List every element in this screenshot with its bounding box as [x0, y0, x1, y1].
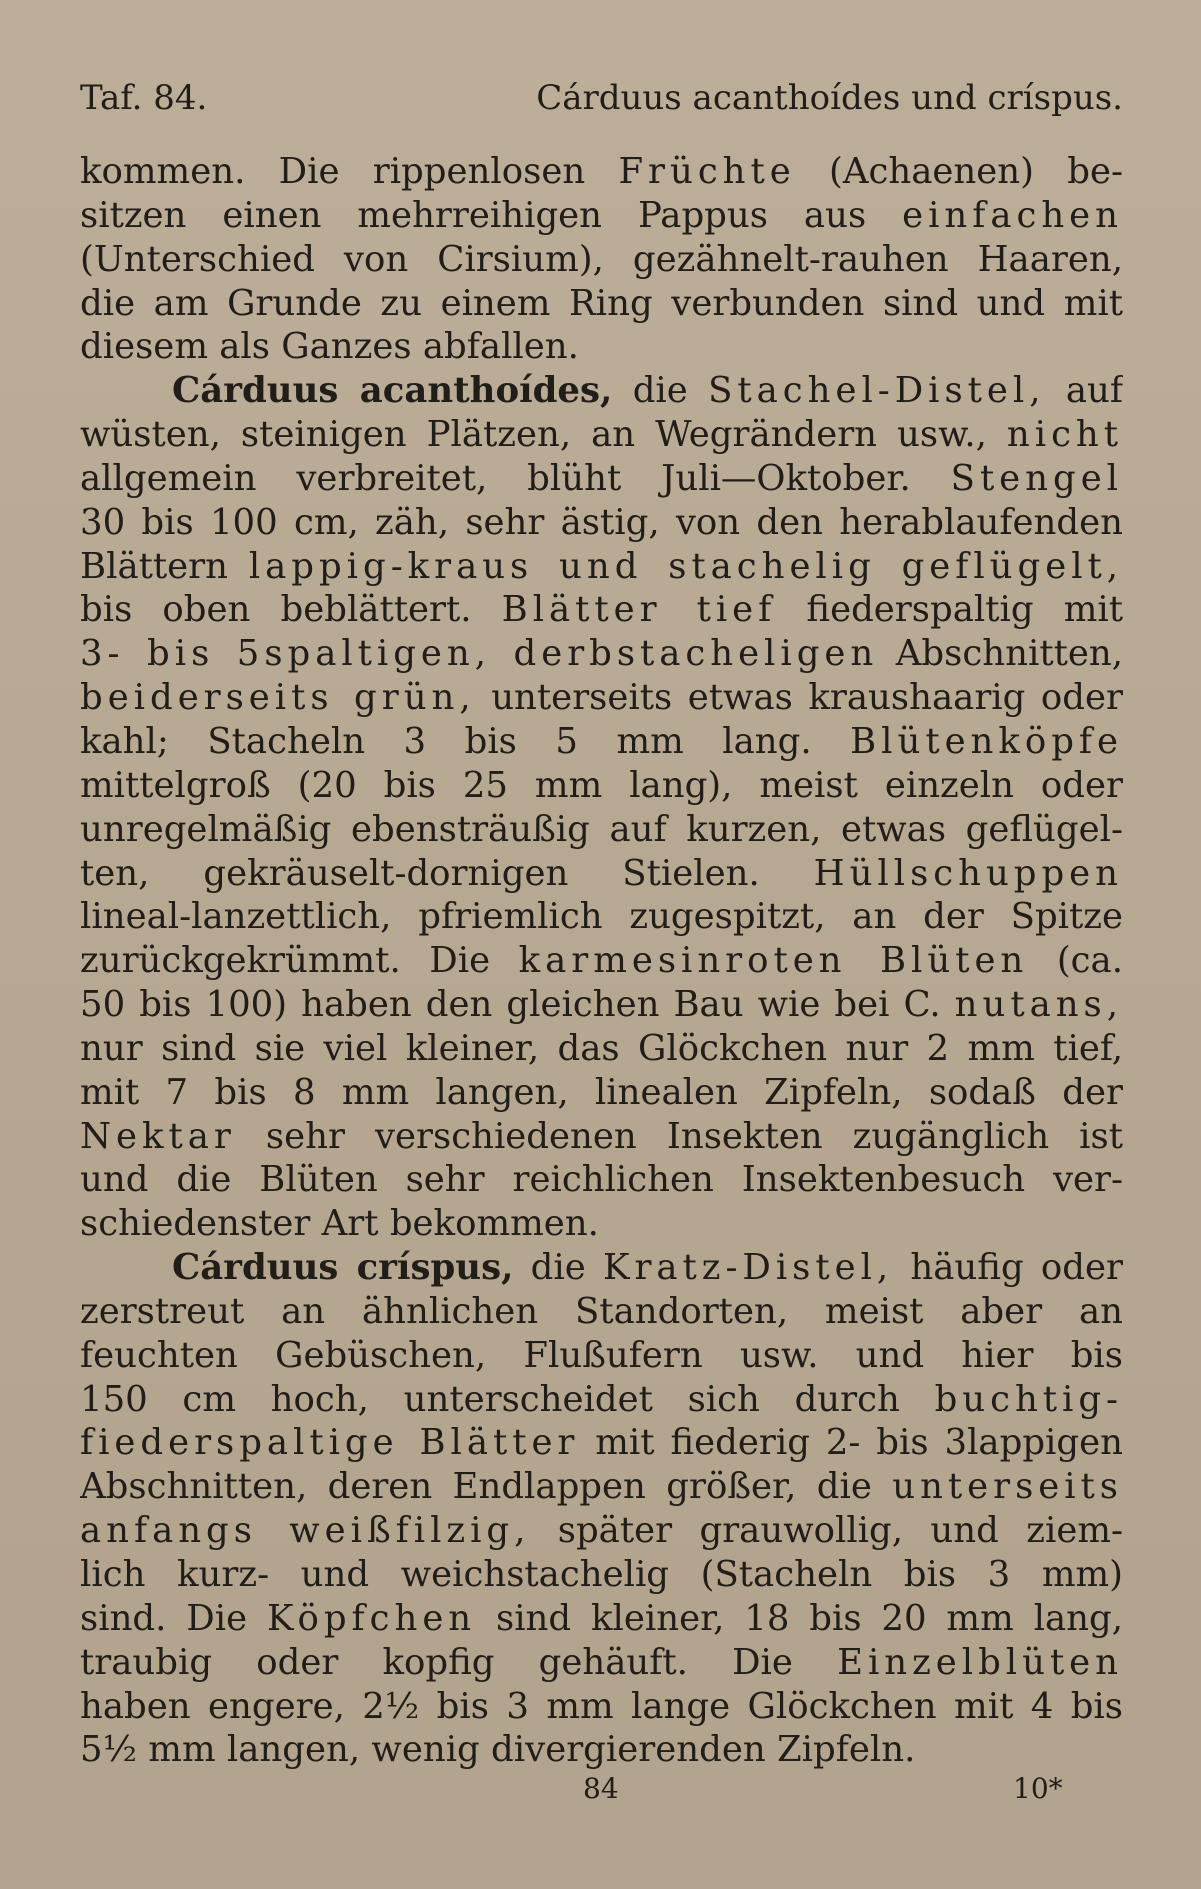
text-line — [80, 1465, 1123, 1509]
text-line — [80, 852, 1123, 896]
text-run: Abschnitten, — [878, 633, 1123, 675]
text-run: 5½ mm langen, wenig divergierenden Zipfeln. — [80, 1729, 916, 1771]
text-line — [80, 1509, 1123, 1553]
text-line — [80, 545, 1123, 589]
text-run: Abschnitten, deren Endlappen größer, die — [80, 1466, 893, 1508]
text-run: auf — [1045, 370, 1123, 412]
text-line — [80, 282, 1123, 326]
text-line — [80, 238, 1123, 282]
text-run: kahl; Stacheln 3 bis 5 mm lang. — [80, 720, 851, 762]
text-run: unterseits etwas kraushaarig oder — [475, 677, 1123, 719]
spaced-emphasis: Hüllschuppen — [813, 852, 1123, 894]
text-run: mit 7 bis 8 mm langen, linealen Zipfeln, sodaß der — [80, 1071, 1123, 1113]
text-line — [80, 1290, 1123, 1334]
text-run: mit fiederig 2- bis 3lappigen — [579, 1422, 1123, 1464]
text-run: und die Blüten sehr reichlichen Insektenbesuch ver- — [80, 1159, 1123, 1201]
body-text — [80, 150, 1123, 1772]
spaced-emphasis: fiederspaltige Blätter — [80, 1422, 580, 1464]
text-run: schiedenster Art bekommen. — [80, 1203, 599, 1245]
spaced-emphasis: buchtig- — [934, 1378, 1123, 1420]
text-run: 150 cm hoch, unterscheidet sich durch — [80, 1378, 935, 1420]
text-run: die am Grunde zu einem Ring verbunden sind und mit — [80, 282, 1123, 324]
text-run: wüsten, steinigen Plätzen, an Wegrändern usw., — [80, 414, 1007, 456]
text-line — [80, 983, 1123, 1027]
text-run: kommen. Die rippenlosen — [80, 151, 619, 192]
page-number: 84 — [583, 1772, 619, 1805]
text-line — [80, 895, 1123, 939]
text-line — [80, 1553, 1123, 1597]
text-run: mittelgroß (20 bis 25 mm lang), meist einzeln oder — [80, 764, 1123, 806]
text-run: lineal-lanzettlich, pfriemlich zugespitzt, an der Spitze — [80, 896, 1123, 938]
text-line — [80, 1071, 1123, 1115]
text-run: traubig oder kopfig gehäuft. Die — [80, 1641, 838, 1683]
spaced-emphasis: unterseits — [892, 1466, 1123, 1508]
spaced-emphasis: Blätter tief — [501, 589, 777, 631]
text-line — [80, 1027, 1123, 1071]
text-run: Blättern — [80, 545, 249, 587]
text-line — [80, 720, 1123, 764]
signature-mark: 10* — [1013, 1772, 1063, 1805]
spaced-emphasis: Stachel-Distel, — [708, 370, 1046, 412]
text-run: sehr verschiedenen Insekten zugänglich ist — [235, 1115, 1123, 1157]
text-run: nur sind sie viel kleiner, das Glöckchen nur 2 mm tief, — [80, 1027, 1123, 1069]
text-run: haben engere, 2½ bis 3 mm lange Glöckchen mit 4 bis — [80, 1685, 1123, 1727]
text-line — [80, 1202, 1123, 1246]
text-run: sind. Die — [80, 1597, 267, 1639]
spaced-emphasis: Kratz-Distel, — [602, 1247, 894, 1289]
text-line — [80, 1728, 1123, 1772]
plate-number: Taf. 84. — [80, 78, 208, 118]
text-run: zerstreut an ähnlichen Standorten, meist aber an — [80, 1290, 1123, 1332]
text-line — [80, 939, 1123, 983]
text-run: fiederspaltig mit — [776, 589, 1123, 631]
text-run: sind kleiner, 18 bis 20 mm lang, — [476, 1597, 1123, 1639]
text-line — [80, 1421, 1123, 1465]
text-run: sitzen einen mehrreihigen Pappus aus — [80, 194, 903, 236]
text-line — [80, 764, 1123, 808]
spaced-emphasis: Einzelblüten — [837, 1641, 1123, 1683]
running-header — [80, 78, 1123, 118]
text-line — [80, 369, 1123, 413]
spaced-emphasis: nutans, — [954, 984, 1123, 1026]
species-name: Cárduus acanthoídes, — [172, 370, 613, 412]
spaced-emphasis: Stengel — [950, 457, 1123, 499]
text-run: 50 bis 100) haben den gleichen Bau wie bei C. — [80, 984, 955, 1026]
text-run: diesem als Ganzes abfallen. — [80, 326, 579, 368]
text-run: (Achaenen) be- — [795, 151, 1123, 192]
text-line — [80, 1246, 1123, 1290]
text-run: zurückgekrümmt. Die — [80, 940, 519, 982]
text-line — [80, 676, 1123, 720]
text-line — [80, 501, 1123, 545]
text-line — [80, 1115, 1123, 1159]
text-run: (Unterschied von Cirsium), gezähnelt-rauhen Haaren, — [80, 238, 1123, 280]
text-line — [80, 1685, 1123, 1729]
text-line — [80, 1378, 1123, 1422]
spaced-emphasis: lappig-kraus und stachelig geflügelt, — [248, 545, 1123, 587]
spaced-emphasis: Früchte — [618, 151, 796, 192]
text-run: die — [513, 1247, 603, 1289]
text-run: später grauwollig, und ziem- — [530, 1510, 1123, 1552]
spaced-emphasis: anfangs weißfilzig, — [80, 1510, 531, 1552]
text-run: die — [612, 370, 709, 412]
text-line — [80, 808, 1123, 852]
spaced-emphasis: karmesinroten Blüten — [518, 940, 1029, 982]
spaced-emphasis: Blütenköpfe — [850, 720, 1123, 762]
spaced-emphasis: Köpfchen — [266, 1597, 477, 1639]
text-line — [80, 1641, 1123, 1685]
text-run: häufig oder — [893, 1247, 1123, 1289]
spaced-emphasis: 3- bis 5spaltigen, derbstacheligen — [80, 633, 879, 675]
spaced-emphasis: nicht — [1006, 414, 1123, 456]
text-line — [80, 413, 1123, 457]
text-run: ten, gekräuselt-dornigen Stielen. — [80, 852, 814, 894]
species-name: Cárduus críspus, — [172, 1247, 514, 1289]
text-line — [80, 1597, 1123, 1641]
text-line — [80, 632, 1123, 676]
text-line — [80, 150, 1123, 194]
text-run: bis oben beblättert. — [80, 589, 502, 631]
text-line — [80, 194, 1123, 238]
text-line — [80, 325, 1123, 369]
text-line — [80, 588, 1123, 632]
text-run: unregelmäßig ebensträußig auf kurzen, etwas geflügel- — [80, 808, 1123, 850]
text-run: lich kurz- und weichstachelig (Stacheln bis 3 mm) — [80, 1554, 1123, 1595]
text-run: feuchten Gebüschen, Flußufern usw. und hier bis — [80, 1334, 1123, 1376]
text-run: 30 bis 100 cm, zäh, sehr ästig, von den herablaufenden — [80, 501, 1123, 543]
text-run: (ca. — [1028, 940, 1123, 982]
text-line — [80, 457, 1123, 501]
header-title: Cárduus acanthoídes und críspus. — [536, 78, 1123, 118]
spaced-emphasis: beiderseits grün, — [80, 677, 476, 719]
text-run: allgemein verbreitet, blüht Juli—Oktober. — [80, 457, 951, 499]
spaced-emphasis: Nektar — [80, 1115, 236, 1157]
text-line — [80, 1334, 1123, 1378]
text-line — [80, 1158, 1123, 1202]
spaced-emphasis: einfachen — [902, 194, 1123, 236]
